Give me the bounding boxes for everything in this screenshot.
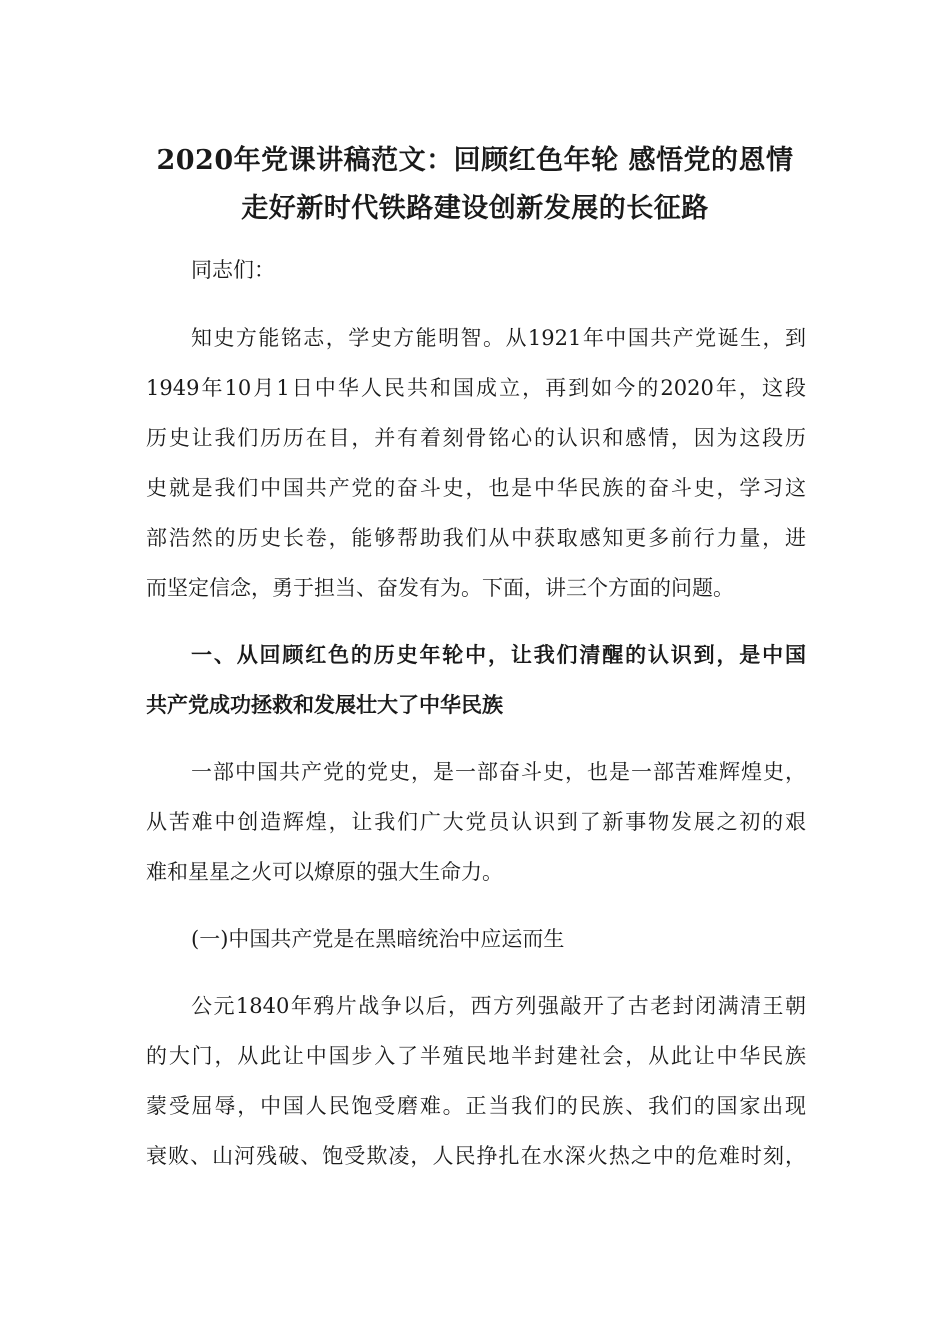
salutation: 同志们： [191,258,275,282]
paragraph-3-line: 的大门，从此让中国步入了半殖民地半封建社会，从此让中华民族 [146,1044,806,1068]
paragraph-1-line: 而坚定信念，勇于担当、奋发有为。下面，讲三个方面的问题。 [146,576,734,600]
subheading-1: (一)中国共产党是在黑暗统治中应运而生 [191,927,565,951]
paragraph-1-line: 知史方能铭志，学史方能明智。从1921年中国共产党诞生，到 [191,326,806,350]
paragraph-2-line: 难和星星之火可以燎原的强大生命力。 [146,860,503,884]
paragraph-3-line: 公元1840年鸦片战争以后，西方列强敲开了古老封闭满清王朝 [191,994,806,1018]
paragraph-1-line: 1949年10月1日中华人民共和国成立，再到如今的2020年，这段 [146,376,806,400]
paragraph-3-line: 衰败、山河残破、饱受欺凌，人民挣扎在水深火热之中的危难时刻， [146,1144,806,1168]
section-heading-1-line: 共产党成功拯救和发展壮大了中华民族 [146,692,503,717]
section-heading-1-line: 一、从回顾红色的历史年轮中，让我们清醒的认识到，是中国 [191,642,806,667]
paragraph-1-line: 部浩然的历史长卷，能够帮助我们从中获取感知更多前行力量，进 [146,526,806,550]
document-title-line-2: 走好新时代铁路建设创新发展的长征路 [241,193,709,224]
paragraph-1-line: 历史让我们历历在目，并有着刻骨铭心的认识和感情，因为这段历 [146,426,806,450]
paragraph-1-line: 史就是我们中国共产党的奋斗史，也是中华民族的奋斗史，学习这 [146,476,806,500]
document-title-line-1: 2020年党课讲稿范文：回顾红色年轮 感悟党的恩情 [156,145,794,176]
paragraph-3-line: 蒙受屈辱，中国人民饱受磨难。正当我们的民族、我们的国家出现 [146,1094,806,1118]
paragraph-2-line: 一部中国共产党的党史，是一部奋斗史，也是一部苦难辉煌史， [191,760,806,784]
paragraph-2-line: 从苦难中创造辉煌，让我们广大党员认识到了新事物发展之初的艰 [146,810,806,834]
